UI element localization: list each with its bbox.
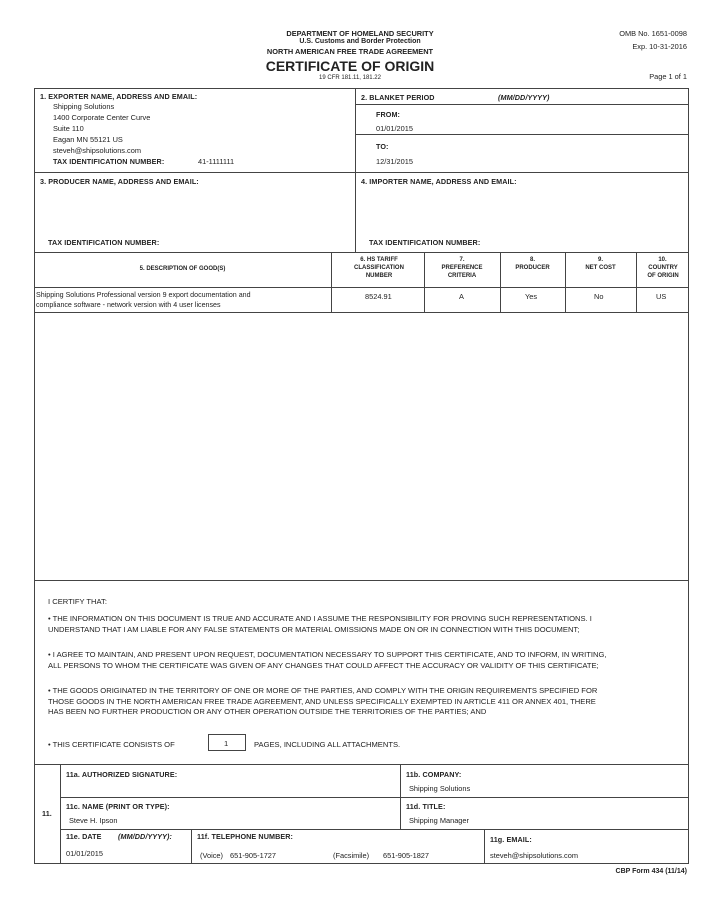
column-header-hs-tariff: 6. HS TARIFF CLASSIFICATION NUMBER (354, 257, 404, 279)
signature-label: 11a. AUTHORIZED SIGNATURE: (66, 770, 178, 779)
exporter-tax-value[interactable]: 41-1111111 (198, 157, 235, 166)
blanket-period-format: (MM/DD/YYYY) (498, 93, 550, 102)
goods-preference-criteria[interactable]: A (459, 292, 464, 301)
column-header-country-number: 10. (658, 257, 667, 263)
blanket-from-value[interactable]: 01/01/2015 (376, 124, 413, 133)
title-value[interactable]: Shipping Manager (409, 816, 469, 825)
page-title: CERTIFICATE OF ORIGIN (265, 58, 435, 74)
column-header-criteria-number: 7. (459, 257, 465, 263)
telephone-label: 11f. TELEPHONE NUMBER: (197, 832, 294, 841)
goods-country-of-origin[interactable]: US (656, 292, 667, 301)
date-value[interactable]: 01/01/2015 (66, 849, 103, 858)
goods-producer[interactable]: Yes (525, 292, 538, 301)
goods-description-line-2[interactable]: compliance software - network version with 4 user licenses (36, 301, 221, 309)
department-heading: DEPARTMENT OF HOMELAND SECURITY (286, 29, 434, 38)
page-count: Page 1 of 1 (649, 72, 687, 81)
exporter-tax-label: TAX IDENTIFICATION NUMBER: (53, 157, 165, 166)
goods-hs-code[interactable]: 8524.91 (365, 292, 392, 301)
date-label: 11e. DATE (66, 832, 102, 841)
blanket-from-label: FROM: (376, 110, 401, 119)
section-11-number: 11. (42, 809, 52, 818)
producer-label: 3. PRODUCER NAME, ADDRESS AND EMAIL: (40, 177, 199, 186)
fax-label: (Facsimile) (333, 851, 370, 860)
agreement-heading: NORTH AMERICAN FREE TRADE AGREEMENT (266, 47, 434, 56)
omb-number: OMB No. 1651-0098 (619, 29, 687, 38)
form-number: CBP Form 434 (11/14) (615, 868, 687, 875)
title-label: 11d. TITLE: (406, 802, 446, 811)
name-label: 11c. NAME (PRINT OR TYPE): (66, 802, 170, 811)
column-header-net-cost-number: 9. (597, 257, 603, 263)
exporter-line-5: steveh@shipsolutions.com (53, 146, 142, 155)
certify-statement-3: • THE GOODS ORIGINATED IN THE TERRITORY OF ONE OR MORE OF THE PARTIES, AND COMPLY WITH THE ORIGIN REQUIREMENTS SPECIFIED FOR THOSE GOODS IN THE NORTH AMERICAN FREE TRADE AGREEMENT, AND UNLESS SPECIFICALLY EXEMPTED IN ARTICLE 411 OR ANNEX 401, THERE HAS BEEN NO FURTHER PRODUCTION OR ANY OTHER OPERATION OUTSIDE THE TERRITORIES OF THE PARTIES; AND (48, 686, 598, 716)
blanket-to-value[interactable]: 12/31/2015 (376, 157, 413, 166)
voice-label: (Voice) (200, 851, 224, 860)
goods-net-cost[interactable]: No (594, 292, 604, 301)
blanket-to-label: TO: (376, 142, 389, 151)
email-label: 11g. EMAIL: (490, 835, 532, 844)
blanket-period-label: 2. BLANKET PERIOD (361, 93, 435, 102)
company-label: 11b. COMPANY: (406, 770, 462, 779)
certify-pages-suffix: PAGES, INCLUDING ALL ATTACHMENTS. (254, 740, 401, 749)
column-header-description: 5. DESCRIPTION OF GOOD(S) (139, 266, 226, 272)
exporter-line-2: 1400 Corporate Center Curve (53, 113, 151, 122)
column-header-net-cost: NET COST (585, 265, 616, 271)
importer-label: 4. IMPORTER NAME, ADDRESS AND EMAIL: (361, 177, 517, 186)
date-format: (MM/DD/YYYY): (118, 832, 173, 841)
exporter-line-1: Shipping Solutions (53, 102, 115, 111)
column-header-country: COUNTRY OF ORIGIN (647, 265, 679, 279)
name-value[interactable]: Steve H. Ipson (69, 816, 118, 825)
column-header-producer: PRODUCER (515, 265, 550, 271)
exporter-label: 1. EXPORTER NAME, ADDRESS AND EMAIL: (40, 92, 198, 101)
certify-statement-1: • THE INFORMATION ON THIS DOCUMENT IS TRUE AND ACCURATE AND I ASSUME THE RESPONSIBILITY FOR PROVING SUCH REPRESENTATIONS. I UNDERSTAND THAT I AM LIABLE FOR ANY FALSE STATEMENTS OR MATERIAL OMISSIONS MADE ON OR IN CONNECTION WITH THIS DOCUMENT; (48, 614, 592, 634)
column-header-criteria: PREFERENCE CRITERIA (441, 265, 483, 279)
expiry-date: Exp. 10-31-2016 (632, 42, 687, 51)
certify-statement-2: • I AGREE TO MAINTAIN, AND PRESENT UPON REQUEST, DOCUMENTATION NECESSARY TO SUPPORT THIS CERTIFICATE, AND TO INFORM, IN WRITING, ALL PERSONS TO WHOM THE CERTIFICATE WAS GIVEN OF ANY CHANGES THAT COULD AFFECT THE ACCURACY OR VALIDITY OF THIS CERTIFICATE; (48, 650, 607, 670)
column-header-producer-number: 8. (529, 257, 535, 263)
goods-description-line-1[interactable]: Shipping Solutions Professional version 9 export documentation and (36, 291, 251, 299)
importer-tax-label: TAX IDENTIFICATION NUMBER: (369, 238, 481, 247)
cfr-reference: 19 CFR 181.11, 181.22 (319, 75, 381, 81)
agency-heading: U.S. Customs and Border Protection (299, 38, 421, 45)
voice-value[interactable]: 651-905-1727 (230, 851, 277, 860)
certify-pages-prefix: • THIS CERTIFICATE CONSISTS OF (48, 740, 175, 749)
certify-intro: I CERTIFY THAT: (48, 597, 107, 606)
company-value[interactable]: Shipping Solutions (409, 784, 471, 793)
email-value[interactable]: steveh@shipsolutions.com (490, 851, 579, 860)
pages-count-value: 1 (224, 739, 229, 748)
producer-tax-label: TAX IDENTIFICATION NUMBER: (48, 238, 160, 247)
fax-value[interactable]: 651-905-1827 (383, 851, 430, 860)
exporter-line-4: Eagan MN 55121 US (53, 135, 123, 144)
exporter-line-3: Suite 110 (53, 124, 84, 133)
